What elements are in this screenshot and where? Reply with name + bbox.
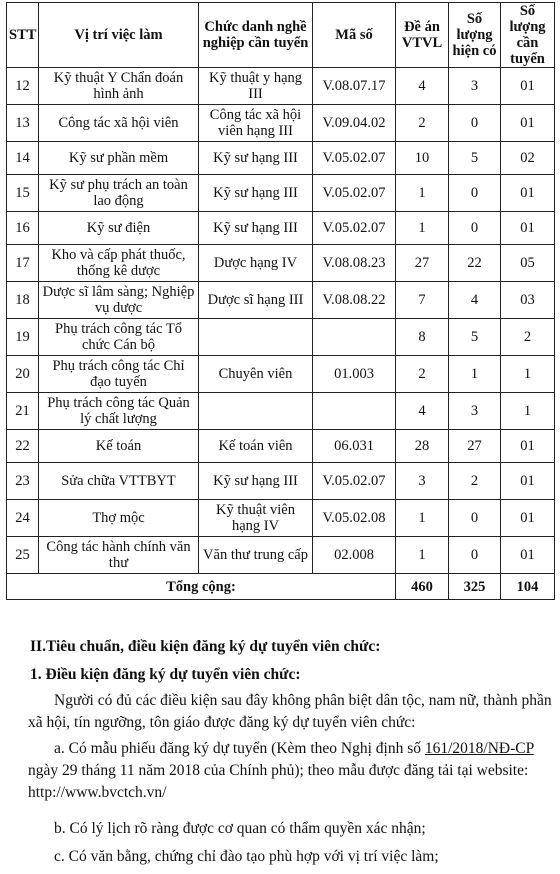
total-de-an: 460 <box>396 574 449 600</box>
table-cell: V.08.07.17 <box>313 68 396 105</box>
table-cell: 1 <box>396 212 449 245</box>
total-label: Tổng cộng: <box>7 574 396 600</box>
table-cell: 19 <box>7 319 39 356</box>
table-cell: 01 <box>501 463 555 500</box>
table-cell: V.05.02.07 <box>313 212 396 245</box>
table-cell: 2 <box>396 356 449 393</box>
table-cell: 27 <box>449 430 501 463</box>
table-cell: 2 <box>449 463 501 500</box>
table-cell: Dược sĩ hạng III <box>199 282 313 319</box>
table-row <box>7 212 555 245</box>
table-cell: V.09.04.02 <box>313 105 396 142</box>
table-row <box>7 319 555 356</box>
item-b: b. Có lý lịch rõ ràng được cơ quan có thẩm quyền xác nhận; <box>54 820 426 837</box>
table-cell <box>199 319 313 356</box>
table-cell: Sửa chữa VTTBYT <box>39 463 199 500</box>
table-cell: 23 <box>7 463 39 500</box>
table-row <box>7 245 555 282</box>
table-row <box>7 537 555 574</box>
table-row <box>7 175 555 212</box>
table-cell: Kho và cấp phát thuốc, thống kê dược <box>39 245 199 282</box>
table-cell: 3 <box>449 393 501 430</box>
table-cell: 4 <box>449 282 501 319</box>
table-row <box>7 142 555 175</box>
table-cell: V.05.02.07 <box>313 175 396 212</box>
table-cell: V.08.08.23 <box>313 245 396 282</box>
table-cell: 15 <box>7 175 39 212</box>
table-cell: 16 <box>7 212 39 245</box>
table-row <box>7 430 555 463</box>
table-cell: 21 <box>7 393 39 430</box>
table-cell: V.05.02.08 <box>313 500 396 537</box>
table-cell: Kỹ sư phần mềm <box>39 142 199 175</box>
table-cell: 2 <box>396 105 449 142</box>
table-cell: 17 <box>7 245 39 282</box>
table-cell <box>313 319 396 356</box>
total-row <box>7 574 555 600</box>
table-cell: Chuyên viên <box>199 356 313 393</box>
table-cell: 5 <box>449 319 501 356</box>
table-row <box>7 105 555 142</box>
table-cell: 02 <box>501 142 555 175</box>
table-cell: 14 <box>7 142 39 175</box>
column-header: Mã số <box>313 3 396 68</box>
table-cell <box>199 393 313 430</box>
table-cell: 01.003 <box>313 356 396 393</box>
table-cell: Kỹ thuật viên hạng IV <box>199 500 313 537</box>
table-row <box>7 463 555 500</box>
table-cell: 02.008 <box>313 537 396 574</box>
table-row <box>7 393 555 430</box>
table-cell: 10 <box>396 142 449 175</box>
table-row <box>7 68 555 105</box>
recruitment-table <box>6 2 555 600</box>
table-cell: Kỹ sư hạng III <box>199 212 313 245</box>
table-cell: Kỹ sư phụ trách an toàn lao động <box>39 175 199 212</box>
table-row <box>7 500 555 537</box>
table-cell: 25 <box>7 537 39 574</box>
table-cell: 0 <box>449 537 501 574</box>
item-a <box>28 738 552 804</box>
table-cell: Phụ trách công tác Quản lý chất lượng <box>39 393 199 430</box>
subsection-title: 1. Điều kiện đăng ký dự tuyển viên chức: <box>30 666 301 683</box>
item-a-pre: a. Có mẫu phiếu đăng ký dự tuyển (Kèm theo Nghị định số <box>54 740 425 757</box>
table-cell: V.05.02.07 <box>313 142 396 175</box>
total-hien-co: 325 <box>449 574 501 600</box>
table-cell: 5 <box>449 142 501 175</box>
table-cell: 1 <box>449 356 501 393</box>
table-cell: Dược sĩ lâm sàng; Nghiệp vụ dược <box>39 282 199 319</box>
table-cell: Công tác xã hội viên hạng III <box>199 105 313 142</box>
table-cell: 01 <box>501 537 555 574</box>
table-cell: Kỹ thuật Y Chẩn đoán hình ảnh <box>39 68 199 105</box>
table-cell: 7 <box>396 282 449 319</box>
item-c: c. Có văn bằng, chứng chỉ đào tạo phù hợp với vị trí việc làm; <box>54 848 439 865</box>
decree-link: 161/2018/NĐ-CP <box>424 740 534 757</box>
table-cell: Kỹ thuật y hạng III <box>199 68 313 105</box>
table-cell: 1 <box>396 175 449 212</box>
table-cell: Kỹ sư hạng III <box>199 142 313 175</box>
column-header: Đề án VTVL <box>396 3 449 68</box>
table-cell: Kỹ sư điện <box>39 212 199 245</box>
table-cell: 1 <box>501 393 555 430</box>
table-row <box>7 356 555 393</box>
table-cell: 22 <box>449 245 501 282</box>
column-header: STT <box>7 3 39 68</box>
table-cell: 01 <box>501 105 555 142</box>
table-cell: 20 <box>7 356 39 393</box>
table-cell: 27 <box>396 245 449 282</box>
table-cell: Công tác hành chính văn thư <box>39 537 199 574</box>
table-cell: Dược hạng IV <box>199 245 313 282</box>
column-header: Số lượng hiện có <box>449 3 501 68</box>
table-row <box>7 282 555 319</box>
table-cell: 3 <box>449 68 501 105</box>
table-cell: 06.031 <box>313 430 396 463</box>
table-cell: Văn thư trung cấp <box>199 537 313 574</box>
table-cell: V.08.08.22 <box>313 282 396 319</box>
table-cell: V.05.02.07 <box>313 463 396 500</box>
column-header: Vị trí việc làm <box>39 3 199 68</box>
table-cell: 12 <box>7 68 39 105</box>
table-cell: 01 <box>501 500 555 537</box>
table-cell: 01 <box>501 430 555 463</box>
table-cell: 01 <box>501 68 555 105</box>
table-cell: 24 <box>7 500 39 537</box>
table-cell: 0 <box>449 500 501 537</box>
table-cell: Thợ mộc <box>39 500 199 537</box>
table-cell: 1 <box>501 356 555 393</box>
item-a-post: ngày 29 tháng 11 năm 2018 của Chính phủ); theo mẫu được đăng tải tại website: http://www.bvctch.vn/ <box>28 762 529 801</box>
table-cell: 1 <box>396 500 449 537</box>
section-title: II.Tiêu chuẩn, điều kiện đăng ký dự tuyển viên chức: <box>30 638 381 655</box>
table-cell: 1 <box>396 537 449 574</box>
table-cell: 05 <box>501 245 555 282</box>
table-header-row <box>7 3 555 68</box>
total-can-tuyen: 104 <box>501 574 555 600</box>
table-cell: 0 <box>449 175 501 212</box>
table-cell: 4 <box>396 68 449 105</box>
column-header: Chức danh nghề nghiệp cần tuyển <box>199 3 313 68</box>
table-cell: Kỹ sư hạng III <box>199 175 313 212</box>
table-cell: 13 <box>7 105 39 142</box>
table-cell: Kỹ sư hạng III <box>199 463 313 500</box>
table-cell: 18 <box>7 282 39 319</box>
table-cell: 8 <box>396 319 449 356</box>
intro-paragraph: Người có đủ các điều kiện sau đây không phân biệt dân tộc, nam nữ, thành phần xã hội, tín ngưỡng, tôn giáo được đăng ký dự tuyển viên chức: <box>28 692 552 731</box>
table-cell: 01 <box>501 175 555 212</box>
table-cell: 4 <box>396 393 449 430</box>
table-cell: Công tác xã hội viên <box>39 105 199 142</box>
table-cell: Kế toán <box>39 430 199 463</box>
table-cell: 0 <box>449 105 501 142</box>
table-cell: 2 <box>501 319 555 356</box>
column-header: Số lượng cần tuyển <box>501 3 555 68</box>
table-cell <box>313 393 396 430</box>
table-cell: 0 <box>449 212 501 245</box>
table-cell: 01 <box>501 212 555 245</box>
table-cell: 28 <box>396 430 449 463</box>
table-cell: 22 <box>7 430 39 463</box>
table-cell: Phụ trách công tác Chỉ đạo tuyến <box>39 356 199 393</box>
table-cell: 3 <box>396 463 449 500</box>
table-cell: 03 <box>501 282 555 319</box>
table-cell: Kế toán viên <box>199 430 313 463</box>
table-cell: Phụ trách công tác Tổ chức Cán bộ <box>39 319 199 356</box>
